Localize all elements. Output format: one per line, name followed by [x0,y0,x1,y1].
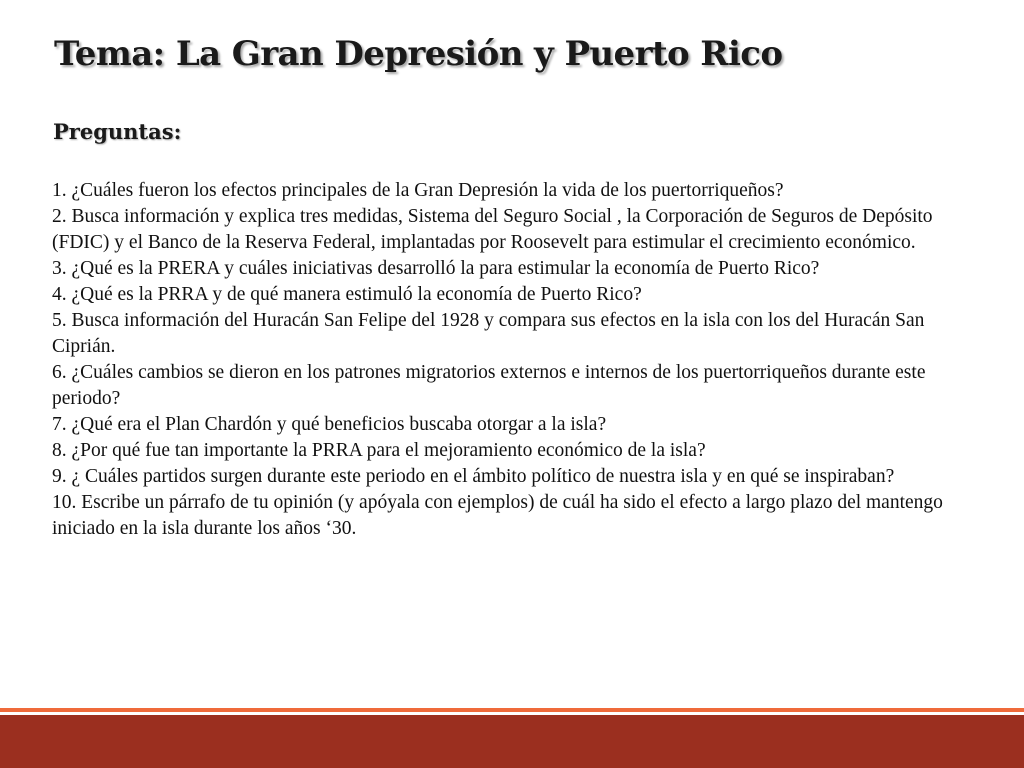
question-item: 6. ¿Cuáles cambios se dieron en los patrones migratorios externos e internos de los puertorriqueños durante este periodo? [52,362,926,409]
footer-band [0,715,1024,768]
question-item: 3. ¿Qué es la PRERA y cuáles iniciativas desarrolló la para estimular la economía de Puerto Rico? [52,258,820,279]
questions-list [52,178,982,542]
question-item: 8. ¿Por qué fue tan importante la PRRA para el mejoramiento económico de la isla? [52,440,706,461]
question-item: 4. ¿Qué es la PRRA y de qué manera estimuló la economía de Puerto Rico? [52,284,642,305]
question-item: 10. Escribe un párrafo de tu opinión (y apóyala con ejemplos) de cuál ha sido el efecto a largo plazo del mantengo iniciado en la isla durante los años ‘30. [52,492,943,539]
question-item: 7. ¿Qué era el Plan Chardón y qué beneficios buscaba otorgar a la isla? [52,414,607,435]
question-item: 1. ¿Cuáles fueron los efectos principales de la Gran Depresión la vida de los puertorriqueños? [52,180,784,201]
question-item: 5. Busca información del Huracán San Felipe del 1928 y compara sus efectos en la isla con los del Huracán San Ciprián. [52,310,925,357]
slide-title: Tema: La Gran Depresión y Puerto Rico [54,34,783,74]
slide-subtitle: Preguntas: [53,119,182,144]
footer-accent-line [0,708,1024,712]
question-item: 9. ¿ Cuáles partidos surgen durante este periodo en el ámbito político de nuestra isla y en qué se inspiraban? [52,466,895,487]
question-item: 2. Busca información y explica tres medidas, Sistema del Seguro Social , la Corporación de Seguros de Depósito (FDIC) y el Banco de la Reserva Federal, implantadas por Roosevelt para estimular el crecimiento económico. [52,206,933,253]
